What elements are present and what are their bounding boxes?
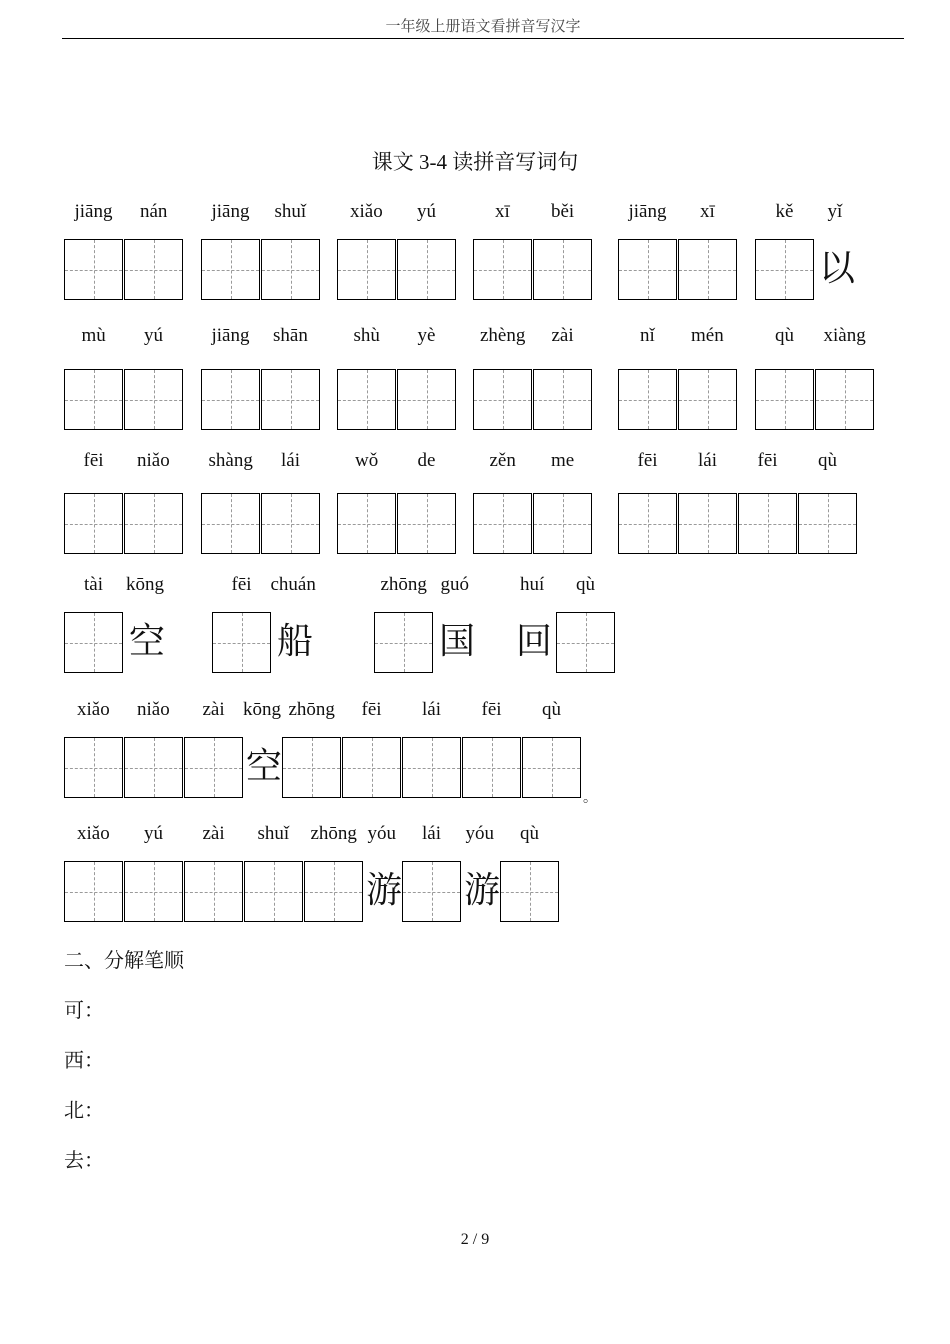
pinyin-label: huí: [520, 574, 545, 595]
pinyin-label: fēi: [637, 450, 658, 471]
writing-box[interactable]: [201, 239, 260, 300]
pinyin-label: lái: [422, 699, 441, 720]
writing-box[interactable]: [261, 369, 320, 430]
page-header: 一年级上册语文看拼音写汉字: [62, 16, 904, 39]
given-character: 空: [246, 746, 283, 787]
stroke-order-item-4: 去：: [64, 1150, 104, 1172]
pinyin-label: xī: [495, 201, 510, 222]
writing-box[interactable]: [815, 369, 874, 430]
writing-box[interactable]: [184, 737, 243, 798]
stroke-order-item-3: 北：: [64, 1100, 104, 1122]
writing-box[interactable]: [678, 369, 737, 430]
writing-box[interactable]: [473, 493, 532, 554]
pinyin-label: wǒ: [355, 450, 379, 471]
pinyin-label: lái: [281, 450, 300, 471]
writing-box[interactable]: [124, 861, 183, 922]
pinyin-label: zhōng: [310, 823, 357, 844]
writing-box[interactable]: [64, 369, 123, 430]
pinyin-label: yú: [144, 325, 163, 346]
pinyin-label: nán: [140, 201, 168, 222]
pinyin-label: zěn: [489, 450, 516, 471]
pinyin-label: yú: [417, 201, 436, 222]
writing-box[interactable]: [201, 369, 260, 430]
writing-box[interactable]: [342, 737, 401, 798]
pinyin-label: qù: [576, 574, 595, 595]
pinyin-label: fēi: [231, 574, 252, 595]
given-character: 游: [464, 870, 501, 911]
pinyin-label: kōng: [126, 574, 164, 595]
pinyin-label: xiǎo: [350, 201, 383, 222]
pinyin-label: zài: [202, 823, 225, 844]
given-character: 空: [129, 621, 166, 662]
pinyin-label: jiāng: [628, 201, 667, 222]
pinyin-label: fēi: [481, 699, 502, 720]
writing-box[interactable]: [124, 239, 183, 300]
pinyin-label: yóu: [465, 823, 494, 844]
given-character: 以: [819, 248, 856, 289]
writing-box[interactable]: [64, 493, 123, 554]
writing-box[interactable]: [304, 861, 363, 922]
pinyin-label: kōng: [243, 699, 281, 720]
writing-box[interactable]: [374, 612, 433, 673]
pinyin-label: zhèng: [480, 325, 526, 346]
writing-box[interactable]: [184, 861, 243, 922]
pinyin-label: lái: [698, 450, 717, 471]
writing-box[interactable]: [533, 239, 592, 300]
pinyin-label: zài: [551, 325, 574, 346]
writing-box[interactable]: [533, 369, 592, 430]
pinyin-label: xiàng: [823, 325, 866, 346]
pinyin-label: yè: [417, 325, 436, 346]
writing-box[interactable]: [64, 861, 123, 922]
pinyin-label: chuán: [270, 574, 316, 595]
pinyin-label: zhōng: [380, 574, 427, 595]
writing-box[interactable]: [798, 493, 857, 554]
writing-box[interactable]: [64, 612, 123, 673]
stroke-order-item-2: 西：: [64, 1050, 104, 1072]
pinyin-label: shuǐ: [274, 201, 307, 222]
writing-box[interactable]: [556, 612, 615, 673]
writing-box[interactable]: [261, 239, 320, 300]
section-heading-stroke-order: 二、分解笔顺: [64, 950, 184, 972]
pinyin-label: tài: [84, 574, 103, 595]
pinyin-label: qù: [542, 699, 561, 720]
writing-box[interactable]: [397, 239, 456, 300]
pinyin-label: jiāng: [211, 201, 250, 222]
writing-box[interactable]: [678, 493, 737, 554]
given-character: 船: [277, 621, 314, 662]
pinyin-label: nǐ: [640, 325, 655, 346]
pinyin-label: fēi: [757, 450, 778, 471]
pinyin-label: guó: [440, 574, 469, 595]
pinyin-label: xī: [700, 201, 715, 222]
writing-box[interactable]: [201, 493, 260, 554]
pinyin-label: mén: [691, 325, 724, 346]
pinyin-label: shù: [353, 325, 380, 346]
pinyin-label: yú: [144, 823, 163, 844]
writing-box[interactable]: [533, 493, 592, 554]
writing-box[interactable]: [261, 493, 320, 554]
pinyin-label: xiǎo: [77, 823, 110, 844]
pinyin-label: lái: [422, 823, 441, 844]
writing-box[interactable]: [337, 239, 396, 300]
pinyin-label: qù: [520, 823, 539, 844]
writing-box[interactable]: [462, 737, 521, 798]
pinyin-label: fēi: [83, 450, 104, 471]
pinyin-label: zài: [202, 699, 225, 720]
pinyin-label: běi: [551, 201, 575, 222]
writing-box[interactable]: [212, 612, 271, 673]
writing-box[interactable]: [282, 737, 341, 798]
writing-box[interactable]: [124, 737, 183, 798]
pinyin-label: kě: [775, 201, 794, 222]
pinyin-label: jiāng: [74, 201, 113, 222]
writing-box[interactable]: [124, 369, 183, 430]
pinyin-label: me: [551, 450, 575, 471]
writing-box[interactable]: [397, 493, 456, 554]
writing-box[interactable]: [337, 369, 396, 430]
writing-box[interactable]: [402, 737, 461, 798]
page-number: 2 / 9: [460, 1231, 490, 1248]
pinyin-label: yǐ: [827, 201, 843, 222]
pinyin-label: niǎo: [137, 699, 170, 720]
worksheet-title: 课文 3-4 读拼音写词句: [371, 150, 579, 174]
pinyin-label: shàng: [208, 450, 253, 471]
writing-box[interactable]: [678, 239, 737, 300]
given-character: 回: [516, 621, 553, 662]
pinyin-label: qù: [775, 325, 794, 346]
sentence-end-punctuation: 。: [583, 791, 597, 806]
writing-box[interactable]: [244, 861, 303, 922]
pinyin-label: shān: [273, 325, 308, 346]
writing-box[interactable]: [500, 861, 559, 922]
pinyin-label: qù: [818, 450, 837, 471]
writing-box[interactable]: [618, 239, 677, 300]
writing-box[interactable]: [473, 369, 532, 430]
pinyin-label: niǎo: [137, 450, 170, 471]
writing-box[interactable]: [618, 493, 677, 554]
writing-box[interactable]: [755, 369, 814, 430]
pinyin-label: mù: [81, 325, 106, 346]
pinyin-label: yóu: [367, 823, 396, 844]
pinyin-label: xiǎo: [77, 699, 110, 720]
writing-box[interactable]: [397, 369, 456, 430]
pinyin-label: shuǐ: [257, 823, 290, 844]
given-character: 国: [439, 621, 476, 662]
given-character: 游: [366, 870, 403, 911]
writing-box[interactable]: [337, 493, 396, 554]
writing-box[interactable]: [755, 239, 814, 300]
writing-box[interactable]: [473, 239, 532, 300]
pinyin-label: zhōng: [288, 699, 335, 720]
pinyin-label: de: [417, 450, 436, 471]
writing-box[interactable]: [402, 861, 461, 922]
writing-box[interactable]: [738, 493, 797, 554]
pinyin-label: fēi: [361, 699, 382, 720]
pinyin-label: jiāng: [211, 325, 250, 346]
writing-box[interactable]: [124, 493, 183, 554]
writing-box[interactable]: [522, 737, 581, 798]
stroke-order-item-1: 可：: [64, 1000, 104, 1022]
writing-box[interactable]: [64, 737, 123, 798]
writing-box[interactable]: [64, 239, 123, 300]
writing-box[interactable]: [618, 369, 677, 430]
